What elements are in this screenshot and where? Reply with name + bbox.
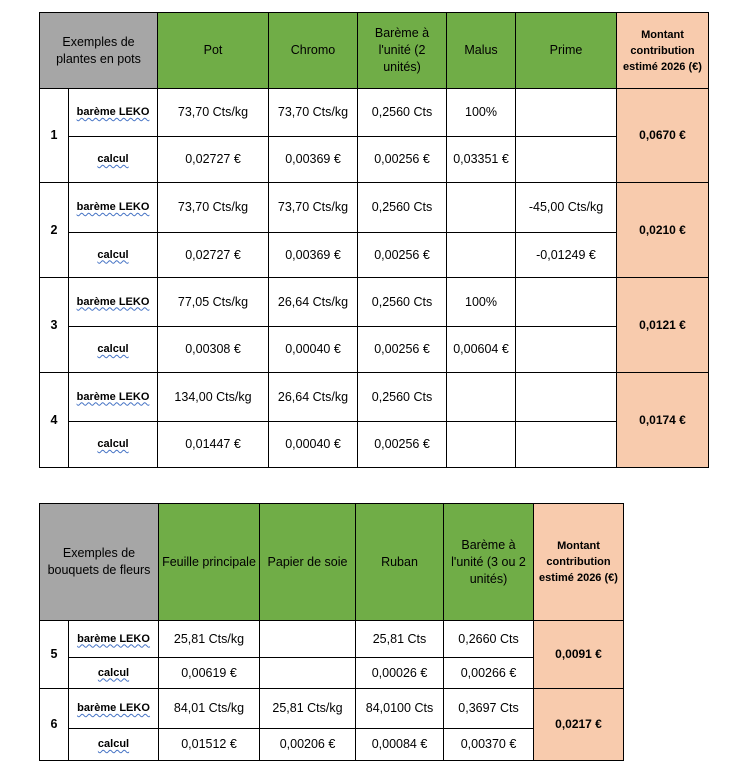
header-montant: Montant contribution estimé 2026 (€) (534, 504, 624, 621)
pot-value: 77,05 Cts/kg (158, 278, 269, 327)
table-row (40, 422, 709, 468)
malus-value: 100% (447, 278, 516, 327)
bouquets-header-row (40, 504, 624, 621)
prime-value (516, 373, 617, 422)
papier-value (260, 621, 356, 658)
pot-value: 73,70 Cts/kg (158, 183, 269, 233)
ruban-value: 25,81 Cts (356, 621, 444, 658)
pot-calc: 0,01447 € (158, 422, 269, 468)
header-bareme-unite: Barème à l'unité (2 unités) (358, 13, 447, 89)
malus-calc (447, 233, 516, 278)
ruban-calc: 0,00026 € (356, 658, 444, 689)
malus-calc (447, 422, 516, 468)
example-number: 5 (40, 621, 69, 689)
unit-calc: 0,00256 € (358, 137, 447, 183)
calcul-label: calcul (69, 658, 159, 689)
prime-value (516, 278, 617, 327)
montant-value: 0,0217 € (534, 689, 624, 761)
unit-value: 0,2560 Cts (358, 278, 447, 327)
prime-value (516, 89, 617, 137)
chromo-calc: 0,00369 € (269, 137, 358, 183)
calcul-label: calcul (69, 729, 159, 761)
unit-value: 0,2560 Cts (358, 183, 447, 233)
calcul-label: calcul (69, 327, 158, 373)
feuille-calc: 0,01512 € (159, 729, 260, 761)
plants-in-pots-table (39, 12, 709, 89)
malus-value (447, 183, 516, 233)
header-feuille: Feuille principale (159, 504, 260, 621)
montant-value: 0,0121 € (617, 278, 709, 373)
header-ruban: Ruban (356, 504, 444, 621)
table-row (40, 373, 709, 422)
ruban-calc: 0,00084 € (356, 729, 444, 761)
unit-calc: 0,00256 € (358, 233, 447, 278)
unit-calc: 0,00256 € (358, 327, 447, 373)
prime-calc: -0,01249 € (516, 233, 617, 278)
header-chromo: Chromo (269, 13, 358, 89)
table-row (40, 89, 709, 137)
header-papier: Papier de soie (260, 504, 356, 621)
bouquets-table (39, 503, 624, 761)
papier-calc (260, 658, 356, 689)
table-row (40, 137, 709, 183)
unit-calc: 0,00266 € (444, 658, 534, 689)
unit-calc: 0,00256 € (358, 422, 447, 468)
malus-calc: 0,03351 € (447, 137, 516, 183)
plants-in-pots-body (39, 88, 709, 468)
prime-value: -45,00 Cts/kg (516, 183, 617, 233)
table-row (40, 621, 624, 658)
prime-calc (516, 137, 617, 183)
chromo-value: 26,64 Cts/kg (269, 278, 358, 327)
header-montant: Montant contribution estimé 2026 (€) (617, 13, 709, 89)
unit-value: 0,2660 Cts (444, 621, 534, 658)
pot-value: 134,00 Cts/kg (158, 373, 269, 422)
pot-calc: 0,00308 € (158, 327, 269, 373)
calcul-label: calcul (69, 233, 158, 278)
feuille-calc: 0,00619 € (159, 658, 260, 689)
prime-calc (516, 422, 617, 468)
chromo-value: 26,64 Cts/kg (269, 373, 358, 422)
table-row (40, 327, 709, 373)
prime-calc (516, 327, 617, 373)
example-number: 4 (40, 373, 69, 468)
papier-calc: 0,00206 € (260, 729, 356, 761)
table-row (40, 183, 709, 233)
header-malus: Malus (447, 13, 516, 89)
feuille-value: 84,01 Cts/kg (159, 689, 260, 729)
header-examples-pots: Exemples de plantes en pots (40, 13, 158, 89)
malus-calc: 0,00604 € (447, 327, 516, 373)
unit-value: 0,2560 Cts (358, 373, 447, 422)
table-row (40, 278, 709, 327)
bareme-label: barème LEKO (69, 621, 159, 658)
montant-value: 0,0670 € (617, 89, 709, 183)
unit-value: 0,3697 Cts (444, 689, 534, 729)
unit-calc: 0,00370 € (444, 729, 534, 761)
example-number: 1 (40, 89, 69, 183)
pots-header-row (40, 13, 709, 89)
header-prime: Prime (516, 13, 617, 89)
bareme-label: barème LEKO (69, 373, 158, 422)
header-examples-bouquets: Exemples de bouquets de fleurs (40, 504, 159, 621)
table-row (40, 233, 709, 278)
example-number: 2 (40, 183, 69, 278)
pot-calc: 0,02727 € (158, 137, 269, 183)
example-number: 3 (40, 278, 69, 373)
bareme-label: barème LEKO (69, 689, 159, 729)
malus-value (447, 373, 516, 422)
unit-value: 0,2560 Cts (358, 89, 447, 137)
example-number: 6 (40, 689, 69, 761)
pot-value: 73,70 Cts/kg (158, 89, 269, 137)
malus-value: 100% (447, 89, 516, 137)
chromo-calc: 0,00369 € (269, 233, 358, 278)
montant-value: 0,0210 € (617, 183, 709, 278)
chromo-calc: 0,00040 € (269, 422, 358, 468)
bareme-label: barème LEKO (69, 278, 158, 327)
bareme-label: barème LEKO (69, 183, 158, 233)
chromo-calc: 0,00040 € (269, 327, 358, 373)
pot-calc: 0,02727 € (158, 233, 269, 278)
feuille-value: 25,81 Cts/kg (159, 621, 260, 658)
calcul-label: calcul (69, 137, 158, 183)
ruban-value: 84,0100 Cts (356, 689, 444, 729)
montant-value: 0,0174 € (617, 373, 709, 468)
calcul-label: calcul (69, 422, 158, 468)
bareme-label: barème LEKO (69, 89, 158, 137)
chromo-value: 73,70 Cts/kg (269, 183, 358, 233)
chromo-value: 73,70 Cts/kg (269, 89, 358, 137)
montant-value: 0,0091 € (534, 621, 624, 689)
header-bareme-unite: Barème à l'unité (3 ou 2 unités) (444, 504, 534, 621)
header-pot: Pot (158, 13, 269, 89)
papier-value: 25,81 Cts/kg (260, 689, 356, 729)
table-row (40, 689, 624, 729)
